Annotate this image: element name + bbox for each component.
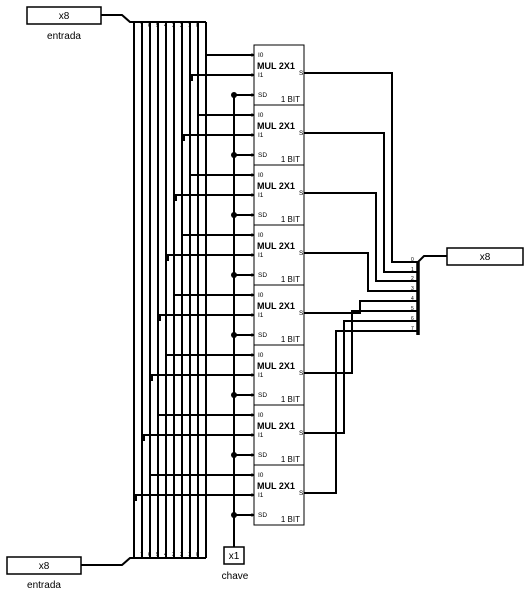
top-bus-label-1: 1 — [188, 23, 191, 29]
input-bottom-label: x8 — [38, 561, 50, 572]
mux-2x1-4[interactable] — [251, 285, 305, 345]
pin-s-1: S — [299, 130, 304, 137]
output-bus-label-7: 7 — [411, 326, 414, 332]
sd-junction-2 — [231, 212, 237, 218]
i1-wire-2 — [176, 195, 254, 201]
bottom-bus-label-1: 1 — [188, 552, 191, 558]
select-line — [234, 95, 254, 547]
sd-junction-6 — [231, 452, 237, 458]
pin-s-6: S — [299, 430, 304, 437]
mux-2x1-2[interactable] — [251, 165, 305, 225]
pin-i0-5: I0 — [258, 352, 264, 359]
s-wire-0 — [304, 73, 418, 262]
s-wire-6 — [304, 321, 418, 433]
pin-i0-3: I0 — [258, 232, 264, 239]
pin-sd-2: SD — [258, 212, 268, 219]
mux-title-4: MUL 2X1 — [257, 301, 295, 311]
pin-sd-4: SD — [258, 332, 268, 339]
mux-width-label-2: 1 BIT — [280, 215, 300, 224]
i0-wire-3 — [182, 229, 254, 235]
input-bottom-port[interactable] — [7, 557, 81, 574]
top-bus-label-4: 4 — [164, 23, 167, 29]
input-top-caption: entrada — [47, 31, 81, 42]
pin-s-3: S — [299, 250, 304, 257]
output-bus-label-3: 3 — [411, 286, 414, 292]
pin-s-5: S — [299, 370, 304, 377]
pin-sd-6: SD — [258, 452, 268, 459]
top-bus-label-6: 6 — [148, 23, 151, 29]
pin-s-7: S — [299, 490, 304, 497]
bottom-bus-label-2: 2 — [180, 552, 183, 558]
input-bottom-connector — [81, 558, 206, 565]
pin-s-0: S — [299, 70, 304, 77]
s-wire-1 — [304, 133, 418, 272]
mux-title-1: MUL 2X1 — [257, 121, 295, 131]
i1-wire-5 — [152, 375, 254, 381]
pin-i0-0: I0 — [258, 52, 264, 59]
mux-title-7: MUL 2X1 — [257, 481, 295, 491]
mux-title-5: MUL 2X1 — [257, 361, 295, 371]
sd-junction-1 — [231, 152, 237, 158]
bottom-bus-label-4: 4 — [164, 552, 167, 558]
mux-2x1-5[interactable] — [251, 345, 305, 405]
multiplexer-stack — [251, 45, 305, 525]
pin-i1-0: I1 — [258, 72, 264, 79]
output-port[interactable] — [447, 248, 523, 265]
pin-i0-7: I0 — [258, 472, 264, 479]
mux-width-label-6: 1 BIT — [280, 455, 300, 464]
pin-sd-0: SD — [258, 92, 268, 99]
sd-junction-0 — [231, 92, 237, 98]
mux-title-2: MUL 2X1 — [257, 181, 295, 191]
mux-2x1-0[interactable] — [251, 45, 305, 105]
pin-sd-5: SD — [258, 392, 268, 399]
pin-i1-1: I1 — [258, 132, 264, 139]
mux-2x1-7[interactable] — [251, 465, 305, 525]
bottom-bus-label-0: 0 — [196, 552, 199, 558]
top-bus-label-2: 2 — [180, 23, 183, 29]
pin-i1-6: I1 — [258, 432, 264, 439]
mux-2x1-6[interactable] — [251, 405, 305, 465]
mux-title-3: MUL 2X1 — [257, 241, 295, 251]
pin-i1-2: I1 — [258, 192, 264, 199]
mux-title-6: MUL 2X1 — [257, 421, 295, 431]
i1-wire-3 — [168, 255, 254, 261]
top-bus-label-7: 7 — [140, 23, 143, 29]
i1-wire-7 — [136, 495, 254, 501]
sd-junction-3 — [231, 272, 237, 278]
sd-junction-5 — [231, 392, 237, 398]
output-bus-label-6: 6 — [411, 316, 414, 322]
pin-i1-7: I1 — [258, 492, 264, 499]
pin-s-4: S — [299, 310, 304, 317]
top-bus-label-3: 3 — [172, 23, 175, 29]
pin-i0-6: I0 — [258, 412, 264, 419]
bottom-bus-label-7: 7 — [140, 552, 143, 558]
pin-i0-1: I0 — [258, 112, 264, 119]
mux-width-label-1: 1 BIT — [280, 155, 300, 164]
input-top-label: x8 — [58, 11, 70, 22]
output-bus-label-0: 0 — [411, 257, 414, 263]
bottom-bus-label-3: 3 — [172, 552, 175, 558]
pin-sd-7: SD — [258, 512, 268, 519]
select-port[interactable] — [224, 547, 244, 564]
pin-i0-2: I0 — [258, 172, 264, 179]
select-caption: chave — [221, 571, 249, 582]
top-bus-label-5: 5 — [156, 23, 159, 29]
output-bus-label-2: 2 — [411, 276, 414, 282]
mux-width-label-4: 1 BIT — [280, 335, 300, 344]
mux-title-0: MUL 2X1 — [257, 61, 295, 71]
mux-width-label-5: 1 BIT — [280, 395, 300, 404]
input-bottom-caption: entrada — [27, 580, 61, 591]
output-bus-label-5: 5 — [411, 306, 414, 312]
mux-2x1-3[interactable] — [251, 225, 305, 285]
pin-sd-3: SD — [258, 272, 268, 279]
sd-junction-4 — [231, 332, 237, 338]
pin-i1-4: I1 — [258, 312, 264, 319]
pin-s-2: S — [299, 190, 304, 197]
pin-sd-1: SD — [258, 152, 268, 159]
pin-i1-3: I1 — [258, 252, 264, 259]
mux-width-label-3: 1 BIT — [280, 275, 300, 284]
mux-width-label-7: 1 BIT — [280, 515, 300, 524]
top-bus-label-0: 0 — [196, 23, 199, 29]
output-bus-label-1: 1 — [411, 267, 414, 273]
i0-wire-5 — [166, 349, 254, 355]
mux-width-label-0: 1 BIT — [280, 95, 300, 104]
input-top-connector — [101, 15, 206, 22]
select-label: x1 — [228, 551, 240, 562]
bottom-bus-label-5: 5 — [156, 552, 159, 558]
i0-wire-4 — [174, 289, 254, 295]
i1-wire-0 — [192, 75, 254, 81]
pin-i0-4: I0 — [258, 292, 264, 299]
i0-wire-0 — [206, 49, 254, 55]
output-label: x8 — [479, 252, 491, 263]
mux-2x1-1[interactable] — [251, 105, 305, 165]
bottom-bus-label-6: 6 — [148, 552, 151, 558]
s-wire-2 — [304, 193, 418, 281]
i0-wire-2 — [190, 169, 254, 175]
s-wire-7 — [304, 331, 418, 493]
i1-wire-1 — [184, 135, 254, 141]
output-bus-label-4: 4 — [411, 296, 414, 302]
pin-i1-5: I1 — [258, 372, 264, 379]
output-connector — [418, 256, 447, 262]
input-top-port[interactable] — [27, 7, 101, 24]
sd-junction-7 — [231, 512, 237, 518]
